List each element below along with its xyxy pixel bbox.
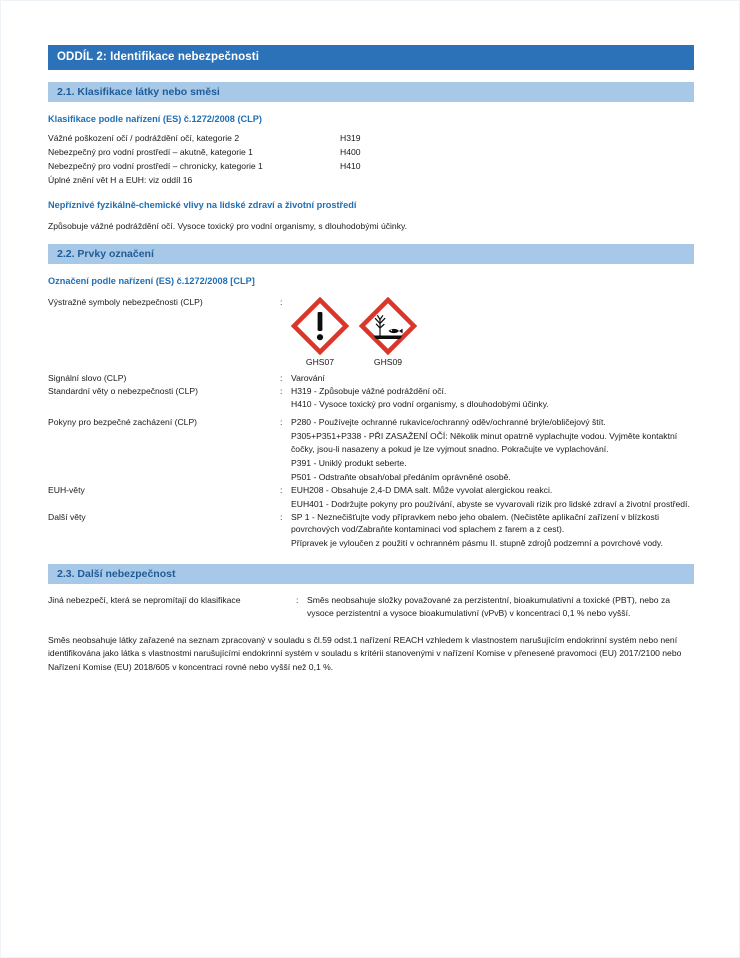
euh-statements-row bbox=[48, 484, 694, 511]
euh-statement-line: EUH208 - Obsahuje 2,4-D DMA salt. Může vyvolat alergickou reakci. bbox=[291, 484, 553, 495]
classification-name: Nebezpečný pro vodní prostředí – akutně, kategorie 1 bbox=[48, 147, 253, 158]
other-hazards-label: Jiná nebezpečí, která se nepromítají do klasifikace bbox=[48, 595, 241, 606]
other-statement-line: SP 1 - Neznečišťujte vody přípravkem nebo jeho obalem. (Nečistěte aplikační zařízení v blízkosti povrchových vod/Zabraňte kontaminaci vod splachem z farem a z cest). bbox=[291, 511, 659, 535]
classification-name: Vážné poškození očí / podráždění očí, kategorie 2 bbox=[48, 133, 240, 144]
row-separator: : bbox=[280, 417, 283, 428]
other-statements-label: Další věty bbox=[48, 511, 86, 522]
precautionary-statement-line: P280 - Používejte ochranné rukavice/ochranný oděv/ochranné brýle/obličejový štít. bbox=[291, 417, 606, 428]
hazard-statements-value bbox=[291, 385, 694, 412]
precautionary-statements-label: Pokyny pro bezpečné zacházení (CLP) bbox=[48, 417, 198, 428]
classification-code: H400 bbox=[340, 147, 361, 158]
signal-word-value: Varování bbox=[291, 372, 325, 383]
signal-word-row bbox=[48, 372, 694, 385]
ghs07-exclamation-icon bbox=[291, 297, 349, 355]
pictograms-value bbox=[291, 296, 694, 367]
row-separator: : bbox=[280, 372, 283, 383]
subsection-bar-2-2: 2.2. Prvky označení bbox=[48, 244, 694, 264]
precautionary-statement-line: P305+P351+P338 - PŘI ZASAŽENÍ OČÍ: Několik minut opatrně vyplachujte vodou. Vyjměte kontaktní čočky, jsou-li nasazeny a pokud je lze vyjmout snadno. Pokračujte ve vyplachování. bbox=[291, 431, 678, 455]
other-hazards-row bbox=[48, 594, 694, 620]
hazard-statement-line: H319 - Způsobuje vážné podráždění očí. bbox=[291, 385, 447, 396]
classification-list bbox=[48, 132, 694, 188]
page-content bbox=[48, 45, 694, 674]
precautionary-statements-row bbox=[48, 416, 694, 483]
precautionary-statement-line: P391 - Uniklý produkt seberte. bbox=[291, 457, 407, 468]
classification-name: Nebezpečný pro vodní prostředí – chronicky, kategorie 1 bbox=[48, 161, 263, 172]
classification-row bbox=[48, 160, 694, 174]
pictogram-list bbox=[291, 297, 694, 367]
row-separator: : bbox=[280, 385, 283, 396]
euh-statements-label: EUH-věty bbox=[48, 484, 85, 495]
full-text-note: Úplné znění vět H a EUH: viz oddíl 16 bbox=[48, 175, 193, 186]
classification-row bbox=[48, 146, 694, 160]
other-statement-line: Přípravek je vyloučen z použití v ochranném pásmu II. stupně zdrojů podzemní a povrchové vody. bbox=[291, 538, 663, 549]
pictograms-row bbox=[48, 296, 694, 367]
pictogram-ghs07 bbox=[291, 297, 349, 367]
subsection-bar-2-1: 2.1. Klasifikace látky nebo směsi bbox=[48, 82, 694, 102]
pictogram-code: GHS07 bbox=[305, 357, 335, 368]
other-statements-value bbox=[291, 511, 694, 551]
section-header-bar: ODDÍL 2: Identifikace nebezpečnosti bbox=[48, 45, 694, 70]
row-separator: : bbox=[296, 595, 299, 606]
classification-row-note bbox=[48, 174, 694, 188]
pictogram-ghs09 bbox=[359, 297, 417, 367]
row-separator: : bbox=[280, 511, 283, 522]
adverse-effects-heading: Nepříznivé fyzikálně-chemické vlivy na lidské zdraví a životní prostředí bbox=[48, 200, 357, 210]
pictograms-label: Výstražné symboly nebezpečnosti (CLP) bbox=[48, 297, 203, 308]
precautionary-statement-line: P501 - Odstraňte obsah/obal předáním oprávněné osobě. bbox=[291, 471, 511, 482]
closing-paragraph: Směs neobsahuje látky zařazené na seznam zpracovaný v souladu s čl.59 odst.1 nařízení REACH vzhledem k vlastnostem narušujícím endokrinní systém nebo není identifikována jako látka s vlastnostmi narušujícími endokrinní systém v souladu s kritérii stanovenými v nařízení Komise v přenesené pravomoci (EU) 2017/2100 nebo Nařízení Komise (EU) 2018/605 v koncentraci rovné nebo vyšší než 0,1 %. bbox=[48, 635, 682, 672]
ghs09-environment-icon bbox=[359, 297, 417, 355]
signal-word-label: Signální slovo (CLP) bbox=[48, 372, 127, 383]
pictogram-code: GHS09 bbox=[373, 357, 403, 368]
labelling-heading: Označení podle nařízení (ES) č.1272/2008 [CLP] bbox=[48, 276, 255, 287]
adverse-effects-text: Způsobuje vážné podráždění očí. Vysoce toxický pro vodní organismy, s dlouhodobými účinky. bbox=[48, 221, 408, 232]
classification-row bbox=[48, 132, 694, 146]
hazard-statements-label: Standardní věty o nebezpečnosti (CLP) bbox=[48, 385, 199, 396]
classification-code: H410 bbox=[340, 161, 361, 172]
hazard-statements-row bbox=[48, 385, 694, 412]
row-separator: : bbox=[280, 297, 283, 308]
hazard-statement-line: H410 - Vysoce toxický pro vodní organismy, s dlouhodobými účinky. bbox=[291, 399, 549, 410]
other-statements-row bbox=[48, 511, 694, 551]
precautionary-statements-value bbox=[291, 416, 694, 483]
euh-statement-line: EUH401 - Dodržujte pokyny pro používání, abyste se vyvarovali rizik pro lidské zdraví a životní prostředí. bbox=[291, 498, 690, 509]
other-hazards-value: Směs neobsahuje složky považované za perzistentní, bioakumulativní a toxické (PBT), nebo za vysoce perzistentní a vysoce bioakumulativní (vPvB) v koncentraci 0,1 % nebo vyšší. bbox=[307, 595, 671, 619]
subsection-bar-2-3: 2.3. Další nebezpečnost bbox=[48, 564, 694, 584]
row-separator: : bbox=[280, 484, 283, 495]
classification-heading: Klasifikace podle nařízení (ES) č.1272/2008 (CLP) bbox=[48, 114, 262, 125]
euh-statements-value bbox=[291, 484, 694, 511]
classification-code: H319 bbox=[340, 133, 361, 144]
